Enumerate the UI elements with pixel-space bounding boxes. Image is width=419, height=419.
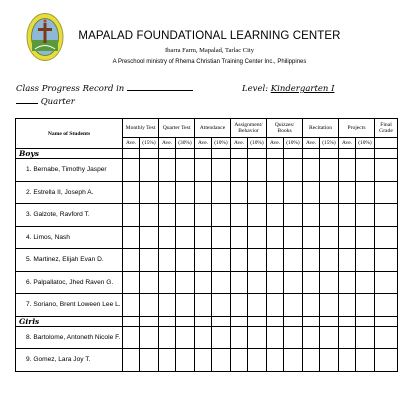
grade-cell[interactable] xyxy=(212,204,231,227)
sub-header: Ave. xyxy=(123,138,140,149)
grade-cell[interactable] xyxy=(248,181,267,204)
grade-cell[interactable] xyxy=(248,159,267,182)
grade-cell[interactable] xyxy=(212,226,231,249)
grade-cell[interactable] xyxy=(195,149,212,159)
student-name: 7. Soriano, Brent Loween Lee L. xyxy=(16,294,123,317)
grade-cell[interactable] xyxy=(212,349,231,372)
grade-cell[interactable] xyxy=(284,226,303,249)
grade-cell[interactable] xyxy=(320,316,339,326)
column-header: Attendance xyxy=(195,119,231,138)
student-name: 1. Bernabe, Timothy Jasper xyxy=(16,159,123,182)
sub-header: Ave. xyxy=(339,138,356,149)
student-name: 5. Martinez, Elijah Evan D. xyxy=(16,249,123,272)
grade-cell[interactable] xyxy=(303,316,320,326)
record-title-line xyxy=(16,83,193,94)
grade-cell[interactable] xyxy=(195,181,212,204)
grade-cell[interactable] xyxy=(123,204,140,227)
grade-cell[interactable] xyxy=(267,149,284,159)
grade-cell[interactable] xyxy=(303,181,320,204)
grade-cell[interactable] xyxy=(320,149,339,159)
sub-header: Ave. xyxy=(159,138,176,149)
grade-cell[interactable] xyxy=(267,181,284,204)
grade-cell[interactable] xyxy=(303,204,320,227)
grade-cell[interactable] xyxy=(140,249,159,272)
grade-cell[interactable] xyxy=(320,226,339,249)
grade-cell[interactable] xyxy=(356,181,375,204)
grade-cell[interactable] xyxy=(356,349,375,372)
sub-header: Ave. xyxy=(195,138,212,149)
grade-cell[interactable] xyxy=(375,316,398,326)
grade-cell[interactable] xyxy=(231,316,248,326)
grade-cell[interactable] xyxy=(176,271,195,294)
grade-cell[interactable] xyxy=(339,226,356,249)
grade-cell[interactable] xyxy=(284,149,303,159)
grade-cell[interactable] xyxy=(123,271,140,294)
grade-cell[interactable] xyxy=(140,149,159,159)
sub-header: (10%) xyxy=(284,138,303,149)
column-header: Final Grade xyxy=(375,119,398,138)
grade-cell[interactable] xyxy=(231,271,248,294)
student-name: 8. Bartolome, Antoneth Nicole F. xyxy=(16,326,123,349)
grade-cell[interactable] xyxy=(284,159,303,182)
grade-cell[interactable] xyxy=(176,249,195,272)
grade-cell[interactable] xyxy=(212,316,231,326)
grade-cell[interactable] xyxy=(267,326,284,349)
grade-cell[interactable] xyxy=(212,294,231,317)
grade-cell[interactable] xyxy=(356,294,375,317)
table-row xyxy=(16,159,398,182)
grade-cell[interactable] xyxy=(176,349,195,372)
grade-cell[interactable] xyxy=(176,326,195,349)
grade-cell[interactable] xyxy=(267,349,284,372)
grade-cell[interactable] xyxy=(140,316,159,326)
grade-cell[interactable] xyxy=(375,226,398,249)
grade-cell[interactable] xyxy=(303,149,320,159)
grade-cell[interactable] xyxy=(375,326,398,349)
grade-cell[interactable] xyxy=(339,249,356,272)
sub-header: (10%) xyxy=(248,138,267,149)
grade-cell[interactable] xyxy=(267,271,284,294)
student-name: 6. Palpallatoc, Jhed Raven G. xyxy=(16,271,123,294)
grade-cell[interactable] xyxy=(303,349,320,372)
grade-cell[interactable] xyxy=(339,294,356,317)
grade-cell[interactable] xyxy=(231,226,248,249)
grade-cell[interactable] xyxy=(320,349,339,372)
grade-cell[interactable] xyxy=(284,326,303,349)
grade-cell[interactable] xyxy=(212,249,231,272)
grade-cell[interactable] xyxy=(339,181,356,204)
quarter-blank[interactable] xyxy=(16,96,38,104)
grade-cell[interactable] xyxy=(320,204,339,227)
grade-cell[interactable] xyxy=(195,249,212,272)
grade-cell[interactable] xyxy=(231,294,248,317)
grade-cell[interactable] xyxy=(356,326,375,349)
sub-header: Ave. xyxy=(267,138,284,149)
grade-cell[interactable] xyxy=(320,326,339,349)
grade-cell[interactable] xyxy=(140,294,159,317)
grade-cell[interactable] xyxy=(375,271,398,294)
grade-cell[interactable] xyxy=(375,249,398,272)
grade-cell[interactable] xyxy=(159,326,176,349)
quarter-label: Quarter xyxy=(40,97,75,107)
grade-cell[interactable] xyxy=(176,204,195,227)
grade-cell[interactable] xyxy=(159,181,176,204)
sub-header: (15%) xyxy=(320,138,339,149)
grade-cell[interactable] xyxy=(267,204,284,227)
sub-header: (10%) xyxy=(356,138,375,149)
grade-cell[interactable] xyxy=(284,271,303,294)
grade-cell[interactable] xyxy=(123,294,140,317)
table-row xyxy=(16,326,398,349)
grade-cell[interactable] xyxy=(231,326,248,349)
grade-cell[interactable] xyxy=(284,181,303,204)
column-header: Quizzes/ Books xyxy=(267,119,303,138)
grade-cell[interactable] xyxy=(284,349,303,372)
grade-cell[interactable] xyxy=(356,149,375,159)
sub-header: (10%) xyxy=(212,138,231,149)
grade-cell[interactable] xyxy=(212,149,231,159)
grade-cell[interactable] xyxy=(195,326,212,349)
grade-cell[interactable] xyxy=(356,204,375,227)
school-address: Ibarra Farm, Mapalad, Tarlac City xyxy=(165,47,254,54)
grade-cell[interactable] xyxy=(176,149,195,159)
table-row xyxy=(16,294,398,317)
school-name: MAPALAD FOUNDATIONAL LEARNING CENTER xyxy=(78,30,341,42)
grade-cell[interactable] xyxy=(212,159,231,182)
column-header: Monthly Test xyxy=(123,119,159,138)
student-name: 4. Limos, Nash xyxy=(16,226,123,249)
grade-cell[interactable] xyxy=(375,159,398,182)
grade-cell[interactable] xyxy=(339,316,356,326)
table-row xyxy=(16,271,398,294)
table-row xyxy=(16,226,398,249)
grade-cell[interactable] xyxy=(140,349,159,372)
grade-cell[interactable] xyxy=(212,271,231,294)
grade-cell[interactable] xyxy=(303,159,320,182)
grade-cell[interactable] xyxy=(248,294,267,317)
grade-cell[interactable] xyxy=(176,294,195,317)
sub-header: Ave. xyxy=(303,138,320,149)
column-header: Assignment/ Behavior xyxy=(231,119,267,138)
grade-cell[interactable] xyxy=(356,159,375,182)
grade-cell[interactable] xyxy=(284,204,303,227)
sub-header-empty xyxy=(375,138,398,149)
grade-cell[interactable] xyxy=(140,181,159,204)
grade-cell[interactable] xyxy=(320,294,339,317)
grade-cell[interactable] xyxy=(320,159,339,182)
student-name: 3. Galzote, Ravford T. xyxy=(16,204,123,227)
grade-cell[interactable] xyxy=(284,249,303,272)
progress-record-table xyxy=(15,118,398,372)
table-row xyxy=(16,249,398,272)
grade-cell[interactable] xyxy=(248,349,267,372)
grade-cell[interactable] xyxy=(195,294,212,317)
grade-cell[interactable] xyxy=(356,271,375,294)
section-label: Girls xyxy=(16,316,123,326)
grade-cell[interactable] xyxy=(159,294,176,317)
grade-cell[interactable] xyxy=(140,271,159,294)
grade-cell[interactable] xyxy=(231,349,248,372)
grade-cell[interactable] xyxy=(159,226,176,249)
grade-cell[interactable] xyxy=(284,294,303,317)
grade-cell[interactable] xyxy=(123,226,140,249)
grade-cell[interactable] xyxy=(267,226,284,249)
table-row xyxy=(16,349,398,372)
names-column-header: Name of Students xyxy=(16,119,123,149)
grade-cell[interactable] xyxy=(375,149,398,159)
grade-cell[interactable] xyxy=(159,349,176,372)
grade-cell[interactable] xyxy=(231,149,248,159)
grade-cell[interactable] xyxy=(123,316,140,326)
grade-cell[interactable] xyxy=(212,326,231,349)
grade-cell[interactable] xyxy=(320,271,339,294)
grade-cell[interactable] xyxy=(248,249,267,272)
grade-cell[interactable] xyxy=(267,316,284,326)
grade-cell[interactable] xyxy=(339,326,356,349)
table-row xyxy=(16,181,398,204)
grade-cell[interactable] xyxy=(267,159,284,182)
grade-cell[interactable] xyxy=(339,271,356,294)
grade-cell[interactable] xyxy=(375,294,398,317)
student-name: 9. Gomez, Lara Joy T. xyxy=(16,349,123,372)
grade-cell[interactable] xyxy=(159,249,176,272)
grade-cell[interactable] xyxy=(248,149,267,159)
column-header: Projects xyxy=(339,119,375,138)
subject-blank[interactable] xyxy=(127,83,193,91)
column-header: Quarter Test xyxy=(159,119,195,138)
grade-cell[interactable] xyxy=(248,326,267,349)
grade-cell[interactable] xyxy=(140,326,159,349)
grade-cell[interactable] xyxy=(140,226,159,249)
grade-cell[interactable] xyxy=(195,159,212,182)
grade-cell[interactable] xyxy=(195,271,212,294)
sub-header: Ave. xyxy=(231,138,248,149)
grade-cell[interactable] xyxy=(375,181,398,204)
grade-cell[interactable] xyxy=(176,316,195,326)
grade-cell[interactable] xyxy=(123,159,140,182)
grade-cell[interactable] xyxy=(248,204,267,227)
record-title: Class Progress Record in xyxy=(16,84,125,94)
grade-cell[interactable] xyxy=(159,316,176,326)
grade-cell[interactable] xyxy=(248,226,267,249)
sub-header: (30%) xyxy=(176,138,195,149)
grade-cell[interactable] xyxy=(123,181,140,204)
grade-cell[interactable] xyxy=(212,181,231,204)
level-line xyxy=(242,84,334,94)
grade-cell[interactable] xyxy=(140,159,159,182)
grade-cell[interactable] xyxy=(339,149,356,159)
grade-cell[interactable] xyxy=(303,226,320,249)
grade-cell[interactable] xyxy=(375,349,398,372)
grade-cell[interactable] xyxy=(159,204,176,227)
grade-cell[interactable] xyxy=(231,249,248,272)
grade-cell[interactable] xyxy=(303,271,320,294)
grade-cell[interactable] xyxy=(176,181,195,204)
grade-cell[interactable] xyxy=(159,149,176,159)
grade-cell[interactable] xyxy=(123,349,140,372)
grade-cell[interactable] xyxy=(195,204,212,227)
column-header: Recitation xyxy=(303,119,339,138)
grade-cell[interactable] xyxy=(339,204,356,227)
grade-cell[interactable] xyxy=(123,149,140,159)
grade-cell[interactable] xyxy=(123,326,140,349)
grade-cell[interactable] xyxy=(159,271,176,294)
grade-cell[interactable] xyxy=(231,159,248,182)
grade-cell[interactable] xyxy=(267,249,284,272)
grade-cell[interactable] xyxy=(231,204,248,227)
student-name: 2. Estrella II, Joseph A. xyxy=(16,181,123,204)
table-row xyxy=(16,204,398,227)
grade-cell[interactable] xyxy=(159,159,176,182)
grade-cell[interactable] xyxy=(320,181,339,204)
ministry-line: A Preschool ministry of Rhema Christian Training Center Inc., Philippines xyxy=(112,59,307,65)
grade-cell[interactable] xyxy=(195,349,212,372)
grade-cell[interactable] xyxy=(248,271,267,294)
grade-cell[interactable] xyxy=(303,326,320,349)
grade-cell[interactable] xyxy=(284,316,303,326)
grade-cell[interactable] xyxy=(339,349,356,372)
grade-cell[interactable] xyxy=(375,204,398,227)
grade-cell[interactable] xyxy=(303,249,320,272)
grade-cell[interactable] xyxy=(339,159,356,182)
sub-header: (15%) xyxy=(140,138,159,149)
grade-cell[interactable] xyxy=(303,294,320,317)
grade-cell[interactable] xyxy=(140,204,159,227)
grade-cell[interactable] xyxy=(356,316,375,326)
level-label: Level: xyxy=(242,84,269,94)
section-label: Boys xyxy=(16,149,123,159)
grade-cell[interactable] xyxy=(248,316,267,326)
grade-cell[interactable] xyxy=(195,316,212,326)
level-value: Kindergarten I xyxy=(270,84,335,94)
grade-cell[interactable] xyxy=(176,226,195,249)
grade-cell[interactable] xyxy=(195,226,212,249)
grade-cell[interactable] xyxy=(231,181,248,204)
grade-cell[interactable] xyxy=(356,249,375,272)
grade-cell[interactable] xyxy=(176,159,195,182)
grade-cell[interactable] xyxy=(320,249,339,272)
grade-cell[interactable] xyxy=(123,249,140,272)
quarter-line xyxy=(16,96,75,107)
grade-cell[interactable] xyxy=(356,226,375,249)
grade-cell[interactable] xyxy=(267,294,284,317)
